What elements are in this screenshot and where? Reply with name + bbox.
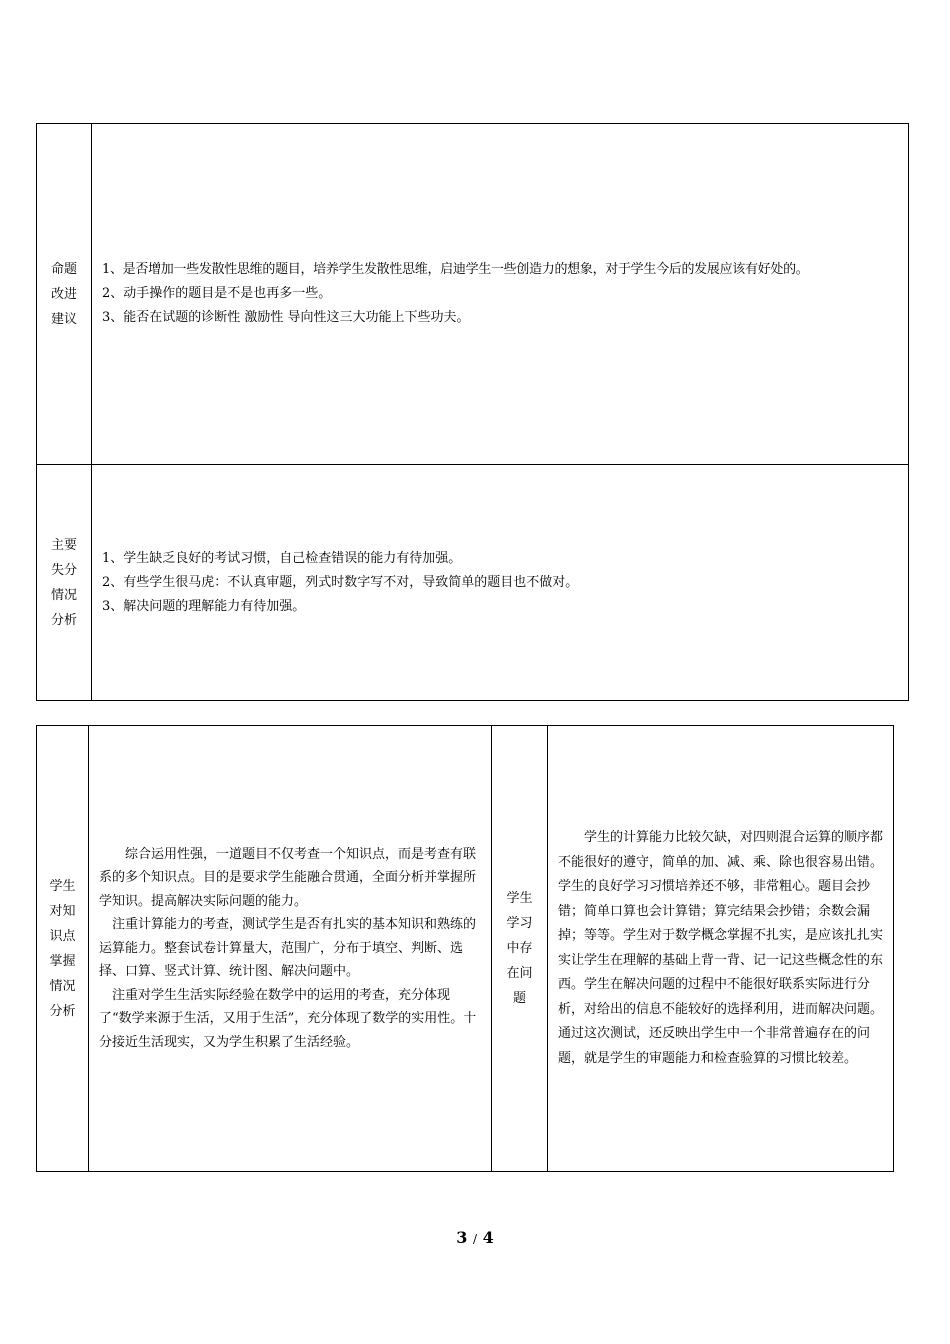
list-item: 1、学生缺乏良好的考试习惯，自己检查错误的能力有待加强。 [102, 550, 462, 566]
label-line: 失分 [50, 562, 77, 578]
paragraph: 注重计算能力的考查，测试学生是否有扎实的基本知识和熟练的运算能力。整套试卷计算量大，范围广，分布于填空、判断、选择、口算、竖式计算、统计图、解决问题中。 [99, 917, 477, 980]
label-line: 分析 [50, 612, 77, 628]
label-line: 学习 [506, 916, 533, 931]
label-line: 建议 [50, 311, 77, 327]
label-line: 对知 [49, 903, 76, 919]
list-item: 3、能否在试题的诊断性 激励性 导向性这三大功能上下些功夫。 [102, 310, 470, 325]
label-line: 情况 [49, 978, 76, 994]
label-line: 中存 [506, 941, 533, 956]
list-item: 1、是否增加一些发散性思维的题目，培养学生发散性思维，启迪学生一些创造力的想象，对于学生今后的发展应该有好处的。 [102, 262, 809, 277]
total-pages: 4 [482, 1228, 494, 1247]
row-main-loss-analysis [37, 465, 909, 701]
content-knowledge-mastery [89, 726, 492, 1172]
paragraph: 注重对学生生活实际经验在数学中的运用的考查，充分体现了“数学来源于生活，又用于生活”，充分体现了数学的实用性。十分接近生活现实，又为学生积累了生活经验。 [99, 987, 477, 1050]
label-line: 情况 [50, 587, 77, 603]
label-main-loss-analysis [37, 465, 92, 701]
list-item: 2、动手操作的题目是不是也再多一些。 [102, 286, 332, 301]
evaluation-table-top [36, 123, 909, 701]
label-line: 主要 [50, 537, 77, 553]
label-line: 识点 [49, 928, 76, 944]
row-proposition-suggestions [37, 124, 909, 465]
paragraph: 学生的计算能力比较欠缺，对四则混合运算的顺序都不能很好的遵守，简单的加、减、乘、除也很容易出错。学生的良好学习习惯培养还不够，非常粗心。题目会抄错；简单口算也会计算错；算完结果会抄错；余数会漏掉；等等。学生对于数学概念掌握不扎实，是应该扎扎实实让学生在理解的基础上背一背、记一记这些概念性的东西。学生在解决问题的过程中不能很好联系实际进行分析，对给出的信息不能较好的选择利用，进而解决问题。通过这次测试，还反映出学生中一个非常普遍存在的问题，就是学生的审题能力和检查验算的习惯比较差。 [558, 830, 884, 1066]
label-proposition-suggestions [37, 124, 92, 465]
content-proposition-suggestions [92, 124, 909, 465]
label-line: 学生 [506, 891, 533, 906]
content-learning-problems [548, 726, 894, 1172]
label-line: 学生 [49, 878, 76, 894]
label-line: 题 [512, 991, 526, 1006]
label-learning-problems [492, 726, 548, 1172]
label-line: 命题 [50, 261, 77, 277]
page-separator: / [472, 1232, 478, 1246]
label-line: 改进 [50, 286, 77, 302]
row-knowledge-and-problems [37, 726, 894, 1172]
page-number [0, 1228, 950, 1247]
label-knowledge-mastery [37, 726, 89, 1172]
current-page: 3 [456, 1228, 468, 1247]
content-main-loss-analysis [92, 465, 909, 701]
label-line: 掌握 [49, 953, 76, 969]
label-line: 在问 [506, 966, 533, 981]
list-item: 2、有些学生很马虎：不认真审题，列式时数字写不对，导致简单的题目也不做对。 [102, 574, 579, 590]
evaluation-table-bottom [36, 725, 894, 1172]
label-line: 分析 [49, 1003, 76, 1019]
list-item: 3、解决问题的理解能力有待加强。 [102, 598, 306, 614]
paragraph: 综合运用性强，一道题目不仅考查一个知识点，而是考查有联系的多个知识点。目的是要求学生能融合贯通，全面分析并掌握所学知识。提高解决实际问题的能力。 [99, 846, 477, 909]
